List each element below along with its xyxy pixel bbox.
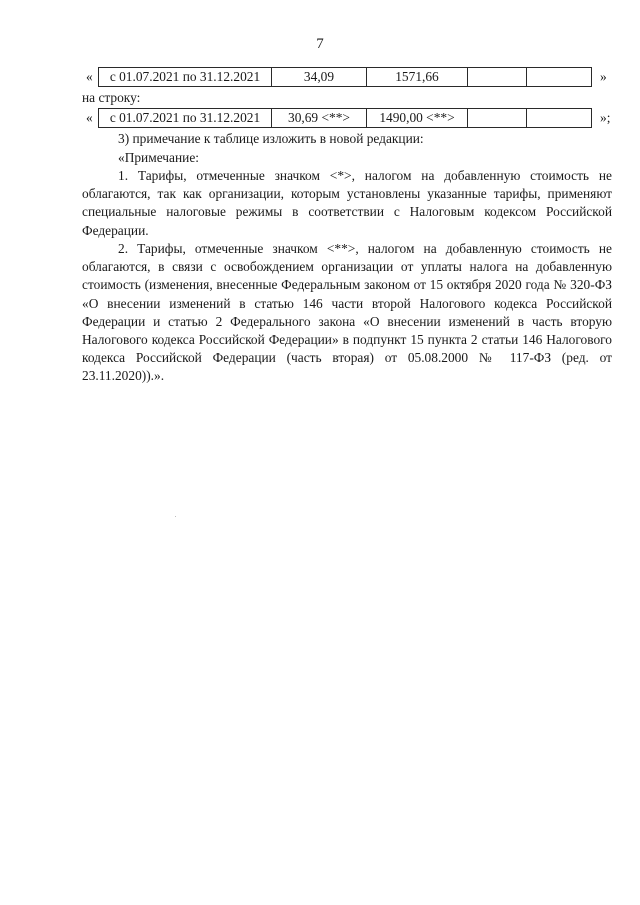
period-cell: с 01.07.2021 по 31.12.2021 bbox=[99, 68, 272, 87]
table-row bbox=[99, 68, 592, 87]
value-cell-1: 34,09 bbox=[272, 68, 367, 87]
note-heading: «Примечание: bbox=[118, 150, 199, 165]
value-cell-2: 1571,66 bbox=[367, 68, 468, 87]
page-number: 7 bbox=[316, 36, 324, 52]
note-paragraph-1: 1. Тарифы, отмеченные значком <*>, налогом на добавленную стоимость не облагаются, так как организации, которым установлены указанные тарифы, применяют специальные налоговые режимы в соответствии с Налоговым кодексом Российской Федерации. bbox=[82, 168, 612, 238]
empty-cell-2 bbox=[527, 109, 592, 128]
tariff-table-new bbox=[98, 108, 592, 128]
empty-cell-1 bbox=[468, 109, 527, 128]
quote-close: »; bbox=[600, 110, 611, 125]
period-cell: с 01.07.2021 по 31.12.2021 bbox=[99, 109, 272, 128]
item-3-text: 3) примечание к таблице изложить в новой редакции: bbox=[118, 131, 424, 146]
quote-open: « bbox=[86, 110, 93, 125]
tariff-row-old bbox=[82, 67, 622, 87]
value-cell-2: 1490,00 <**> bbox=[367, 109, 468, 128]
scan-speck bbox=[175, 516, 176, 517]
table-row bbox=[99, 109, 592, 128]
empty-cell-1 bbox=[468, 68, 527, 87]
tariff-row-new bbox=[82, 108, 622, 128]
value-cell-1: 30,69 <**> bbox=[272, 109, 367, 128]
replace-label: на строку: bbox=[82, 90, 141, 105]
quote-open: « bbox=[86, 69, 93, 84]
tariff-table-old bbox=[98, 67, 592, 87]
quote-close: » bbox=[600, 69, 607, 84]
empty-cell-2 bbox=[527, 68, 592, 87]
note-paragraph-2: 2. Тарифы, отмеченные значком <**>, налогом на добавленную стоимость не облагаются, в связи с освобождением организации от уплаты налога на добавленную стоимость (изменения, внесенные Федеральным законом от 15 октября 2020 года № 320-ФЗ «О внесении изменений в статью 146 части второй Налогового кодекса Российской Федерации и статью 2 Федерального закона «О внесении изменений в часть вторую Налогового кодекса Российской Федерации» в подпункт 15 пункта 2 статьи 146 Налогового кодекса Российской Федерации (часть вторая) от 05.08.2000 № 117-ФЗ (ред. от 23.11.2020)).». bbox=[82, 241, 612, 384]
